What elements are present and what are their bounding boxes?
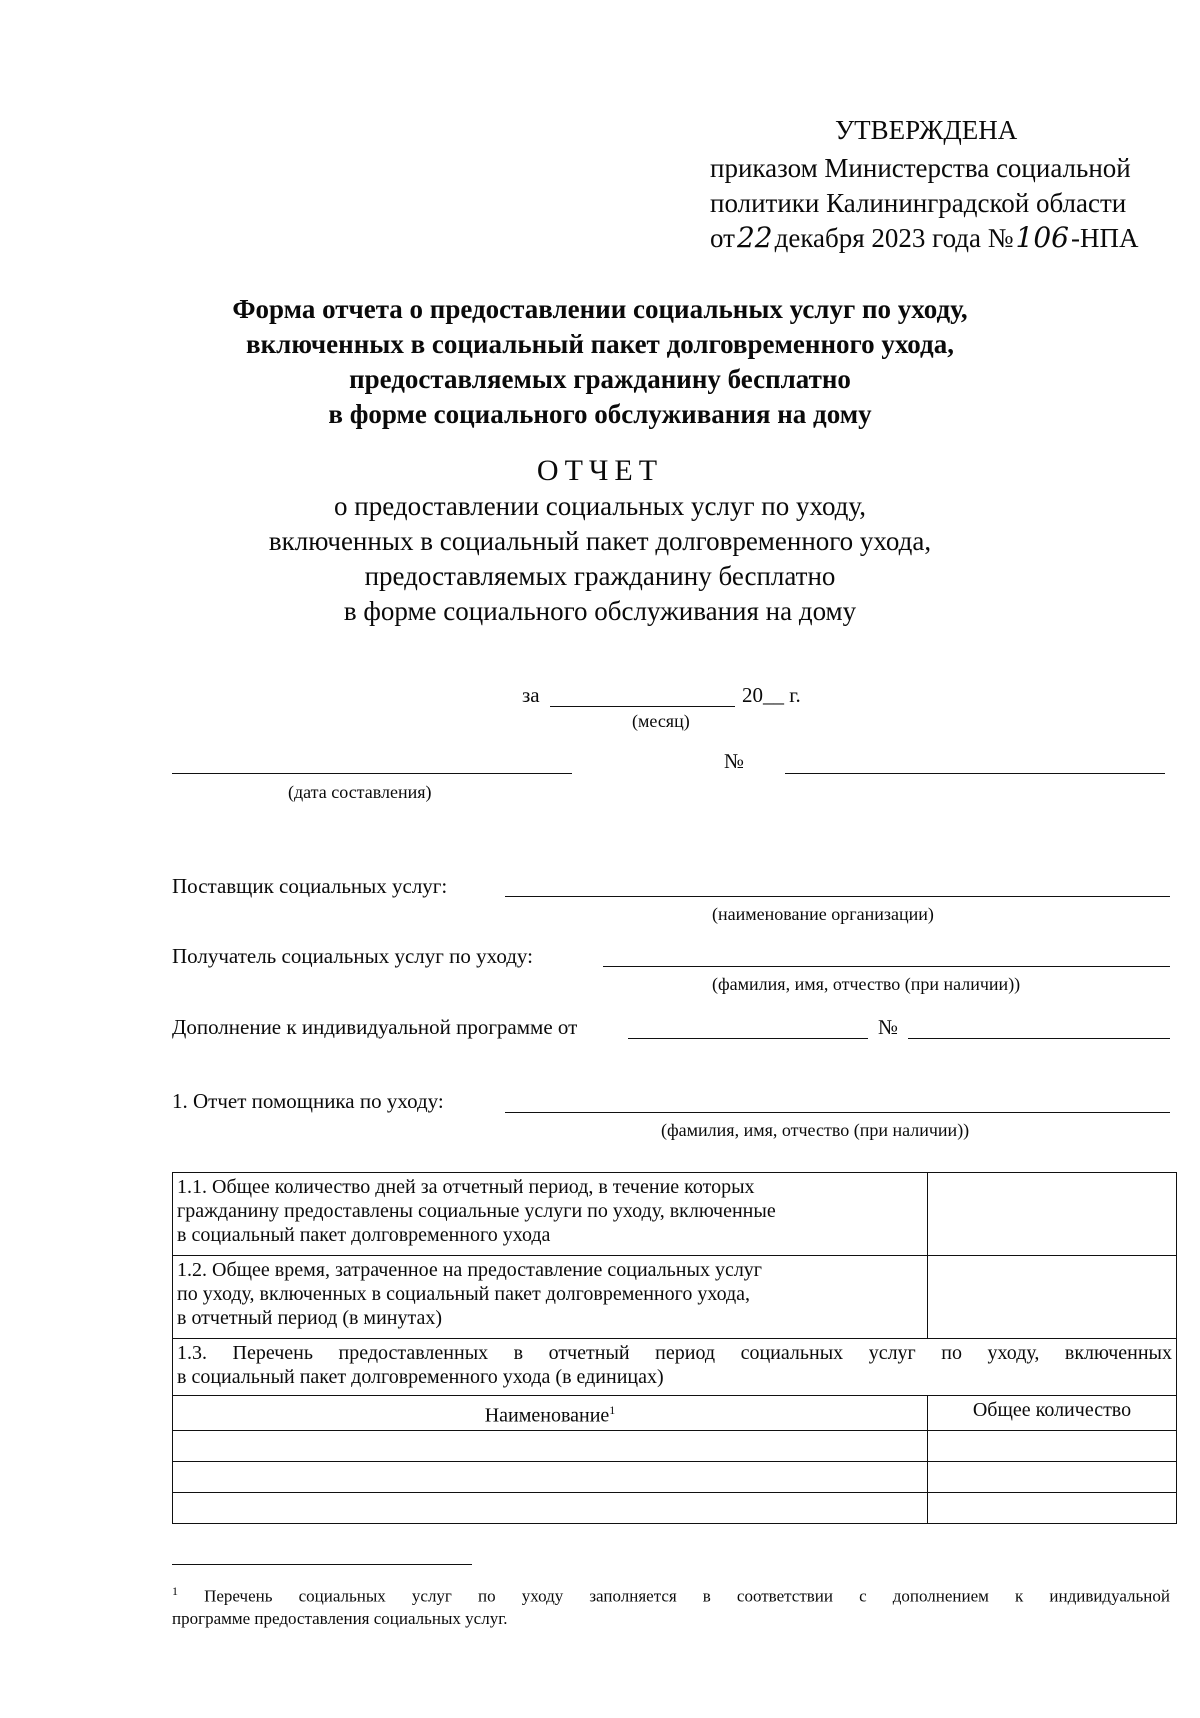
provider-field[interactable] — [505, 896, 1170, 897]
col-count-header: Общее количество — [928, 1396, 1177, 1431]
service-count-cell[interactable] — [928, 1461, 1177, 1492]
footnote-text-1: Перечень социальных услуг по уходу заполняется в соответствии с дополнением к индивидуальной — [204, 1586, 1170, 1606]
addendum-number-sign: № — [878, 1015, 899, 1039]
approval-suffix: -НПА — [1070, 223, 1139, 253]
approval-heading: УТВЕРЖДЕНА — [835, 115, 1018, 145]
period-prefix: за — [522, 683, 540, 707]
assistant-hint: (фамилия, имя, отчество (при наличии)) — [661, 1120, 970, 1140]
row-1-3-line: в социальный пакет долговременного ухода (в единицах) — [177, 1366, 664, 1388]
service-name-cell[interactable] — [173, 1461, 928, 1492]
addendum-label: Дополнение к индивидуальной программе от — [172, 1015, 578, 1039]
approval-line-1: приказом Министерства социальной — [710, 153, 1131, 183]
row-1-1-line: 1.1. Общее количество дней за отчетный период, в течение которых — [177, 1176, 755, 1198]
footnote — [172, 1580, 1170, 1630]
approval-line-3 — [710, 220, 1138, 256]
footnote-separator — [172, 1564, 472, 1565]
service-count-cell[interactable] — [928, 1492, 1177, 1523]
row-1-3-label — [173, 1339, 1177, 1396]
handwritten-day: 22 — [736, 221, 773, 254]
period-year: 20__ г. — [742, 683, 801, 707]
assistant-label: 1. Отчет помощника по уходу: — [172, 1089, 444, 1113]
table-row — [173, 1173, 1177, 1256]
row-1-2-line: 1.2. Общее время, затраченное на предоставление социальных услуг — [177, 1259, 762, 1281]
footnote-ref: 1 — [609, 1403, 616, 1417]
footnote-line-2: программе предоставления социальных услуг. — [172, 1608, 508, 1628]
row-1-2-value[interactable] — [928, 1256, 1177, 1339]
row-1-3-line: 1.3. Перечень предоставленных в отчетный период социальных услуг по уходу, включенных — [177, 1342, 1172, 1364]
handwritten-number: 106 — [1015, 221, 1069, 254]
date-hint: (дата составления) — [288, 782, 432, 802]
col-name-label: Наименование — [484, 1404, 610, 1427]
date-field[interactable] — [172, 773, 572, 774]
provider-label: Поставщик социальных услуг: — [172, 874, 448, 898]
recipient-hint: (фамилия, имя, отчество (при наличии)) — [712, 974, 1021, 994]
table-row — [173, 1430, 1177, 1461]
col-name-header — [173, 1396, 928, 1431]
row-1-1-label — [173, 1173, 928, 1256]
month-hint: (месяц) — [632, 711, 690, 731]
number-sign: № — [724, 749, 745, 773]
table-row — [173, 1256, 1177, 1339]
report-subtitle-line: включенных в социальный пакет долговременного ухода, — [268, 526, 932, 556]
recipient-label: Получатель социальных услуг по уходу: — [172, 944, 533, 968]
addendum-number-field[interactable] — [908, 1038, 1170, 1039]
row-1-1-line: гражданину предоставлены социальные услуги по уходу, включенные — [177, 1200, 776, 1222]
approval-line-2: политики Калининградской области — [710, 188, 1127, 218]
report-subtitle — [200, 489, 1000, 629]
table-row — [173, 1492, 1177, 1523]
report-title: ОТЧЕТ — [536, 454, 664, 487]
footnote-line-1 — [172, 1580, 1170, 1608]
report-subtitle-line: предоставляемых гражданину бесплатно — [364, 561, 836, 591]
row-1-2-line: в отчетный период (в минутах) — [177, 1307, 443, 1329]
report-table — [172, 1172, 1177, 1524]
form-title-line: Форма отчета о предоставлении социальных услуг по уходу, — [232, 294, 968, 324]
row-1-1-value[interactable] — [928, 1173, 1177, 1256]
form-title-line: включенных в социальный пакет долговременного ухода, — [246, 329, 954, 359]
table-header-row — [173, 1396, 1177, 1431]
form-title-line: предоставляемых гражданину бесплатно — [349, 364, 851, 394]
row-1-2-label — [173, 1256, 928, 1339]
provider-hint: (наименование организации) — [712, 904, 934, 924]
form-title-line: в форме социального обслуживания на дому — [328, 399, 872, 429]
table-row — [173, 1461, 1177, 1492]
report-subtitle-line: о предоставлении социальных услуг по уходу, — [334, 491, 866, 521]
row-1-1-line: в социальный пакет долговременного ухода — [177, 1224, 551, 1246]
approval-month-year: декабря 2023 года № — [774, 223, 1014, 253]
service-name-cell[interactable] — [173, 1430, 928, 1461]
form-title — [200, 292, 1000, 432]
report-subtitle-line: в форме социального обслуживания на дому — [343, 596, 857, 626]
service-name-cell[interactable] — [173, 1492, 928, 1523]
service-count-cell[interactable] — [928, 1430, 1177, 1461]
approval-prefix: от — [710, 223, 735, 253]
row-1-2-line: по уходу, включенных в социальный пакет долговременного ухода, — [177, 1283, 751, 1305]
assistant-field[interactable] — [505, 1112, 1170, 1113]
footnote-mark: 1 — [172, 1584, 178, 1598]
number-field[interactable] — [785, 773, 1165, 774]
recipient-field[interactable] — [603, 966, 1170, 967]
table-row — [173, 1339, 1177, 1396]
month-field[interactable] — [550, 706, 735, 707]
addendum-date-field[interactable] — [628, 1038, 868, 1039]
